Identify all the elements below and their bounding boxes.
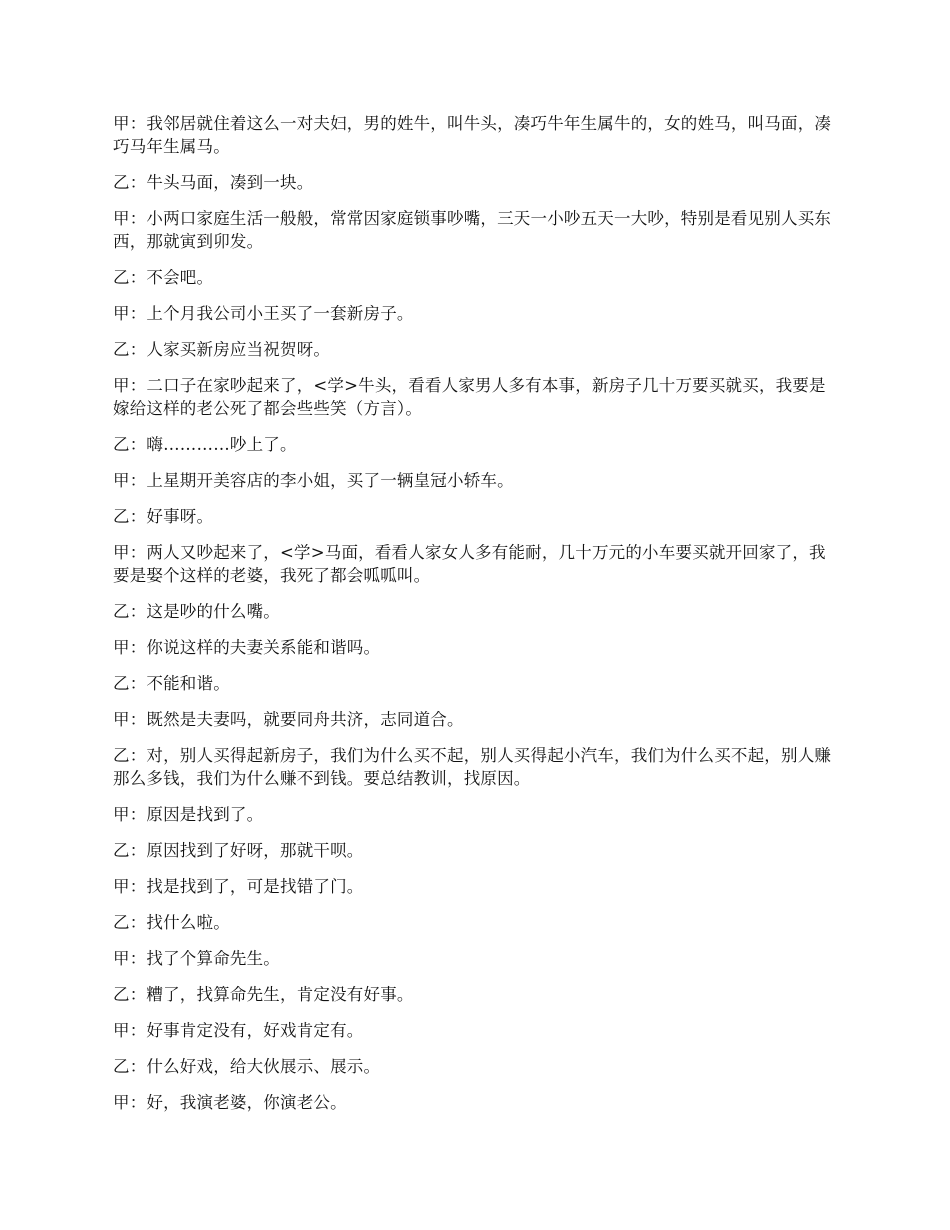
dialogue-line: 甲：原因是找到了。	[113, 805, 264, 824]
dialogue-line: 乙：这是吵的什么嘴。	[113, 602, 280, 621]
dialogue-line: 甲：我邻居就住着这么一对夫妇，男的姓牛，叫牛头，凑巧牛年生属牛的，女的姓马，叫马面，凑巧马年生属马。	[113, 114, 832, 156]
dialogue-line: 甲：好，我演老婆，你演老公。	[113, 1093, 347, 1112]
dialogue-line: 乙：找什么啦。	[113, 913, 230, 932]
dialogue-line: 乙：牛头马面，凑到一块。	[113, 173, 314, 192]
dialogue-body	[113, 112, 840, 1127]
dialogue-line: 乙：不会吧。	[113, 268, 214, 287]
dialogue-line: 乙：对，别人买得起新房子，我们为什么买不起，别人买得起小汽车，我们为什么买不起，别人赚那么多钱，我们为什么赚不到钱。要总结教训，找原因。	[113, 746, 832, 788]
dialogue-line: 乙：嗨…………吵上了。	[113, 435, 297, 454]
dialogue-line: 甲：找了个算命先生。	[113, 949, 280, 968]
dialogue-line: 甲：找是找到了，可是找错了门。	[113, 877, 364, 896]
dialogue-line: 乙：什么好戏，给大伙展示、展示。	[113, 1057, 381, 1076]
dialogue-line: 乙：好事呀。	[113, 507, 214, 526]
dialogue-line: 甲：小两口家庭生活一般般，常常因家庭锁事吵嘴，三天一小吵五天一大吵，特别是看见别人买东西，那就寅到卯发。	[113, 209, 832, 251]
dialogue-line: 甲：上个月我公司小王买了一套新房子。	[113, 304, 414, 323]
dialogue-line: 甲：上星期开美容店的李小姐，买了一辆皇冠小轿车。	[113, 471, 514, 490]
dialogue-line: 甲：你说这样的夫妻关系能和谐吗。	[113, 638, 381, 657]
dialogue-line: 甲：二口子在家吵起来了，<学>牛头，看看人家男人多有本事，新房子几十万要买就买，我要是嫁给这样的老公死了都会些些笑（方言）。	[113, 376, 826, 418]
dialogue-line: 甲：两人又吵起来了，<学>马面，看看人家女人多有能耐，几十万元的小车要买就开回家了，我要是娶个这样的老婆，我死了都会呱呱叫。	[113, 543, 826, 585]
dialogue-line: 乙：不能和谐。	[113, 674, 230, 693]
dialogue-line: 甲：既然是夫妻吗，就要同舟共济，志同道合。	[113, 710, 464, 729]
dialogue-line: 乙：原因找到了好呀，那就干呗。	[113, 841, 364, 860]
dialogue-line: 乙：糟了，找算命先生，肯定没有好事。	[113, 985, 414, 1004]
dialogue-line: 乙：人家买新房应当祝贺呀。	[113, 340, 331, 359]
dialogue-line: 甲：好事肯定没有，好戏肯定有。	[113, 1021, 364, 1040]
